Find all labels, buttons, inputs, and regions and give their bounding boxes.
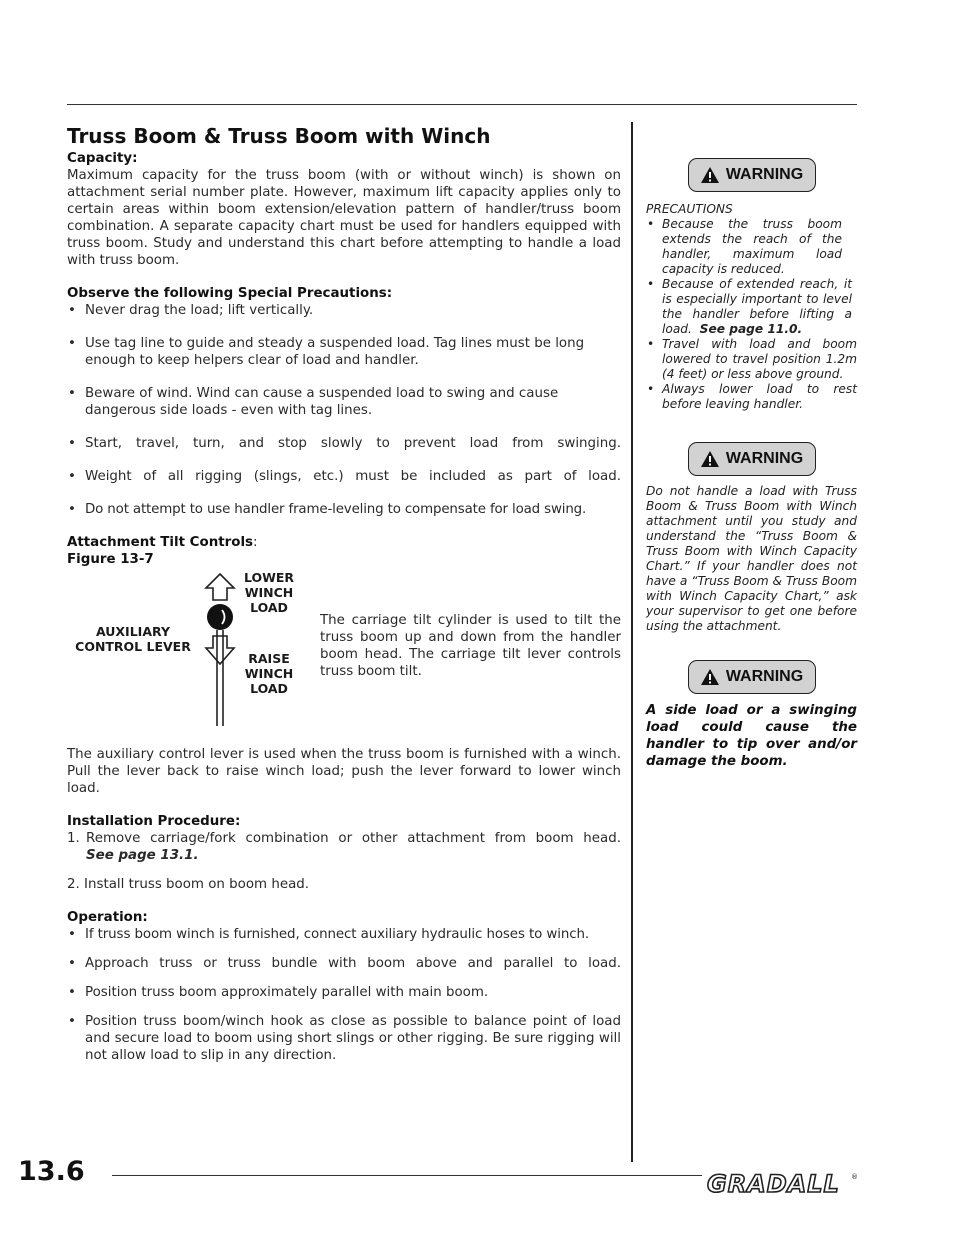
precaution-item: • Weight of all rigging (slings, etc.) must be included as part of load. — [67, 468, 621, 485]
side-load-warning: A side load or a swinging load could cause the handler to tip over and/or damage the boom. — [646, 703, 857, 769]
precaution-item: • Never drag the load; lift vertically. — [67, 302, 621, 319]
lever-knob-icon — [207, 604, 233, 630]
sidebar-precaution-item: • Travel with load and boom lowered to travel position 1.2m (4 feet) or less above ground. — [646, 337, 857, 382]
sidebar — [646, 158, 857, 770]
tilt-heading: Attachment Tilt Controls — [67, 535, 254, 550]
sidebar-precautions — [646, 202, 857, 412]
warning-label: WARNING — [725, 668, 804, 685]
warning-badge — [688, 158, 816, 192]
warning-label: WARNING — [725, 450, 804, 467]
page-title: Truss Boom & Truss Boom with Winch — [67, 124, 491, 148]
step-1-text: Remove carriage/fork combination or other attachment from boom head. — [86, 831, 621, 846]
precautions-heading: Observe the following Special Precautions: — [67, 286, 393, 301]
precaution-item: • Use tag line to guide and steady a suspended load. Tag lines must be long enough to keep helpers clear of load and handler. — [67, 335, 593, 369]
sidebar-precaution-item: • Because of extended reach, it is especially important to level the handler before lifting a load. See page 11.0. — [646, 277, 852, 337]
carriage-tilt-text: The carriage tilt cylinder is used to tilt the truss boom up and down from the handler boom head. The carriage tilt lever controls truss boom tilt. — [320, 613, 621, 679]
auxiliary-control-lever-label: AUXILIARY CONTROL LEVER — [75, 624, 191, 654]
warning-triangle-icon — [700, 450, 720, 468]
operation-item: • Position truss boom approximately parallel with main boom. — [67, 984, 621, 1001]
installation-step-1 — [67, 830, 621, 864]
tilt-heading-line — [67, 534, 621, 551]
precaution-item: • Beware of wind. Wind can cause a suspended load to swing and cause dangerous side loads - even with tag lines. — [67, 385, 583, 419]
precaution-item: • Do not attempt to use handler frame-leveling to compensate for load swing. — [67, 501, 621, 518]
installation-step-2: 2. Install truss boom on boom head. — [67, 877, 310, 892]
lower-winch-load-label: LOWER WINCH LOAD — [243, 570, 295, 615]
capacity-chart-warning: Do not handle a load with Truss Boom & Truss Boom with Winch attachment until you study and understand the “Truss Boom & Truss Boom with Winch Capacity Chart.” If your handler does not have a “Truss Boom & Truss Boom with Winch Capacity Chart,” ask your supervisor to get one before using the attachment. — [646, 484, 857, 633]
installation-heading: Installation Procedure: — [67, 814, 241, 829]
step-number: 1. — [67, 831, 80, 846]
capacity-heading: Capacity: — [67, 151, 138, 166]
registered-mark: ® — [851, 1173, 858, 1181]
operation-item: • Approach truss or truss bundle with boom above and parallel to load. — [67, 955, 621, 972]
tilt-heading-colon: : — [253, 535, 258, 550]
warning-badge — [688, 442, 816, 476]
bottom-rule — [112, 1175, 702, 1176]
step-1-reference: See page 13.1. — [86, 848, 199, 863]
control-lever-diagram — [203, 570, 237, 730]
page-number: 13.6 — [18, 1156, 85, 1187]
see-page-reference: See page 11.0. — [699, 322, 803, 336]
warning-badge — [688, 660, 816, 694]
figure-label: Figure 13-7 — [67, 552, 154, 567]
warning-label: WARNING — [725, 166, 804, 183]
arrow-up-icon — [206, 574, 234, 600]
operation-item: • Position truss boom/winch hook as close as possible to balance point of load and secure load to boom using short slings or other rigging. Be sure rigging will not allow load to slip in any direction. — [67, 1013, 621, 1064]
capacity-text: Maximum capacity for the truss boom (with or without winch) is shown on attachment serial number plate. However, maximum lift capacity applies only to certain areas within boom extension/elevation pattern of handler/truss boom combination. A separate capacity chart must be used for handlers equipped with truss boom. Study and understand this chart before attempting to handle a load with truss boom. — [67, 168, 621, 268]
operation-heading: Operation: — [67, 910, 148, 925]
operation-item: • If truss boom winch is furnished, connect auxiliary hydraulic hoses to winch. — [67, 926, 621, 943]
gradall-logo — [706, 1170, 858, 1196]
precaution-item: • Start, travel, turn, and stop slowly to prevent load from swinging. — [67, 435, 621, 452]
arrow-down-icon — [206, 636, 234, 664]
column-divider — [631, 122, 633, 1162]
warning-triangle-icon — [700, 668, 720, 686]
sidebar-precaution-item: • Always lower load to rest before leaving handler. — [646, 382, 857, 412]
precautions-heading: PRECAUTIONS — [646, 202, 733, 216]
main-column — [67, 124, 621, 1064]
figure-13-7 — [67, 568, 621, 738]
raise-winch-load-label: RAISE WINCH LOAD — [244, 651, 294, 696]
auxiliary-lever-text: The auxiliary control lever is used when the truss boom is furnished with a winch. Pull the lever back to raise winch load; push the lever forward to lower winch load. — [67, 747, 621, 796]
brand-name: GRADALL — [707, 1170, 840, 1196]
warning-triangle-icon — [700, 166, 720, 184]
top-rule — [67, 104, 857, 105]
sidebar-precaution-item: • Because the truss boom extends the reach of the handler, maximum load capacity is reduced. — [646, 217, 842, 277]
